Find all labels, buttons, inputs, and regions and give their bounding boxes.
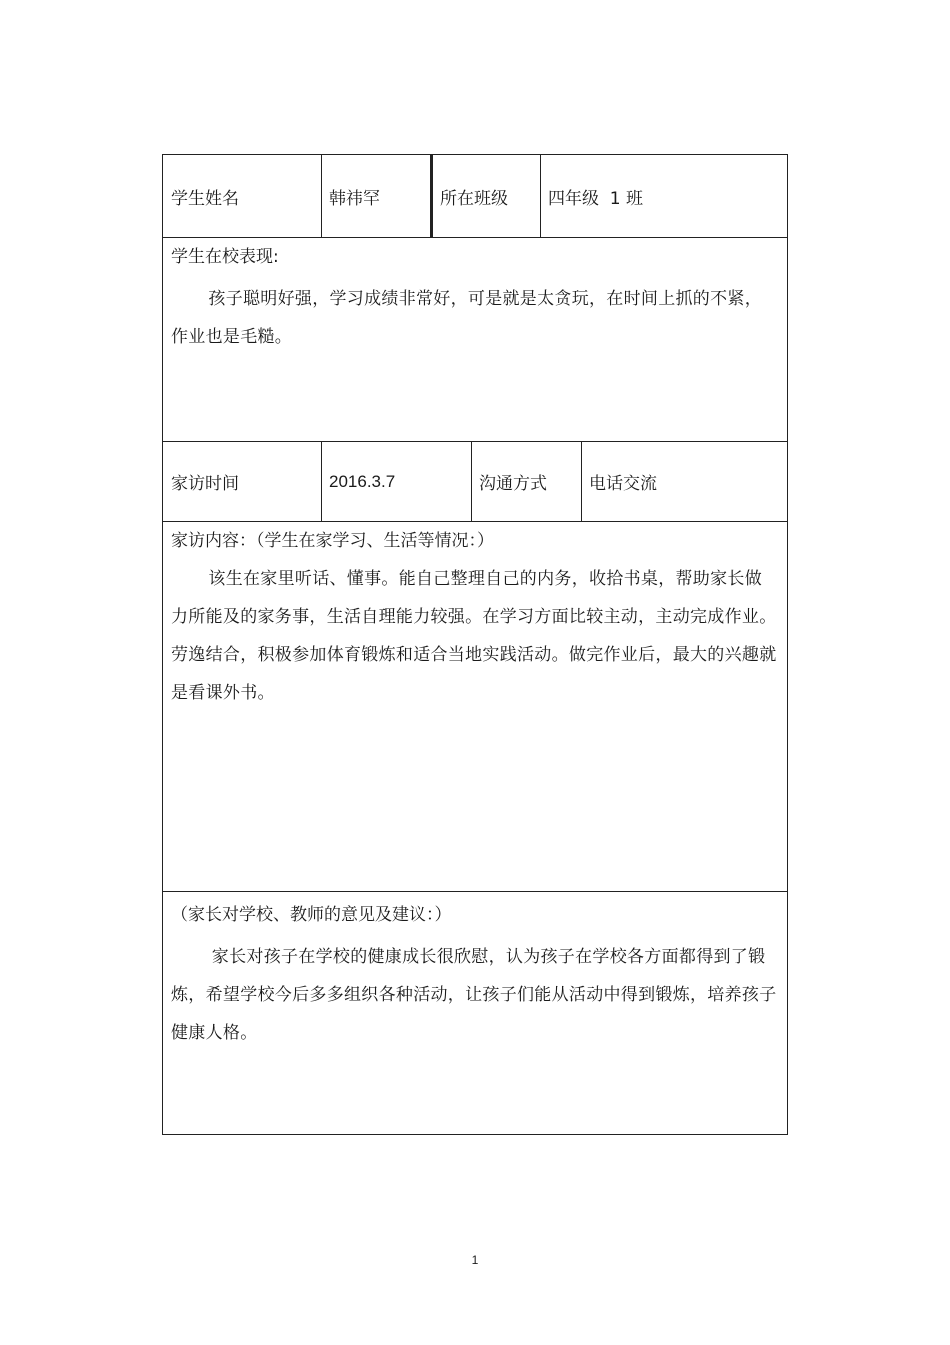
school-performance-section — [163, 238, 787, 442]
visit-content-section — [163, 522, 787, 892]
home-visit-form — [162, 154, 788, 1135]
student-name-value: 韩祎罕 — [329, 188, 380, 209]
class-value: 四年级 1 班 — [548, 188, 644, 209]
parent-opinion-text: 家长对孩子在学校的健康成长很欣慰，认为孩子在学校各方面都得到了锻炼，希望学校今后多多组织各种活动，让孩子们能从活动中得到锻炼，培养孩子健康人格。 — [171, 947, 777, 1043]
communication-method-value: 电话交流 — [589, 474, 657, 494]
school-performance-text: 孩子聪明好强，学习成绩非常好，可是就是太贪玩，在时间上抓的不紧，作业也是毛糙。 — [171, 289, 762, 347]
class-label: 所在班级 — [440, 188, 508, 209]
visit-time-value: 2016.3.7 — [329, 471, 396, 491]
visit-content-text: 该生在家里听话、懂事。能自己整理自己的内务，收拾书桌，帮助家长做力所能及的家务事，生活自理能力较强。在学习方面比较主动，主动完成作业。劳逸结合，积极参加体育锻炼和适合当地实践活动。做完作业后，最大的兴趣就是看课外书。 — [171, 569, 777, 703]
visit-time-label: 家访时间 — [171, 474, 239, 494]
student-info-row — [163, 155, 787, 238]
page-number: 1 — [471, 1253, 479, 1267]
visit-content-label: 家访内容：（学生在家学习、生活等情况：） — [171, 531, 494, 551]
parent-opinion-section — [163, 892, 787, 1134]
student-name-label: 学生姓名 — [171, 188, 239, 209]
school-performance-label: 学生在校表现: — [171, 247, 279, 267]
visit-info-row — [163, 442, 787, 522]
communication-method-label: 沟通方式 — [479, 474, 547, 494]
parent-opinion-label: （家长对学校、教师的意见及建议：） — [171, 905, 452, 925]
